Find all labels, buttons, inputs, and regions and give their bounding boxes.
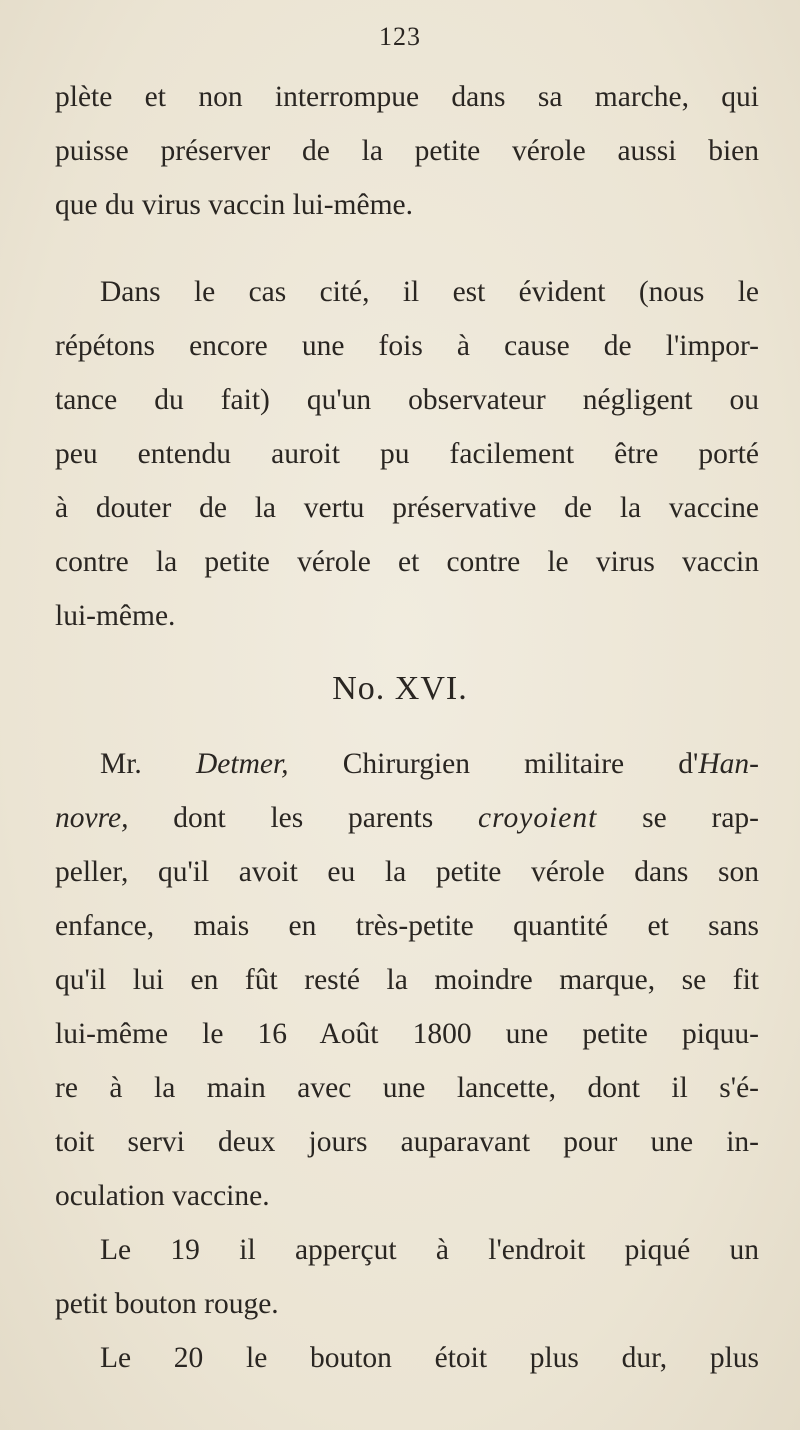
text-line: re à la main avec une lancette, dont il s'é- [55, 1072, 759, 1104]
text-line: oculation vaccine. [55, 1180, 270, 1212]
text-run: se rap- [597, 802, 759, 834]
text-line: puisse préserver de la petite vérole aussi bien [55, 135, 759, 167]
text-line: Le 19 il apperçut à l'endroit piqué un [100, 1234, 759, 1266]
text-line [55, 798, 759, 838]
text-line: lui-même. [55, 600, 176, 632]
text-line: à douter de la vertu préservative de la vaccine [55, 492, 759, 524]
text-line: qu'il lui en fût resté la moindre marque, se fit [55, 964, 759, 996]
text-line: plète et non interrompue dans sa marche, qui [55, 81, 759, 113]
text-line: petit bouton rouge. [55, 1288, 279, 1320]
text-line: répétons encore une fois à cause de l'impor- [55, 330, 759, 362]
text-line: peller, qu'il avoit eu la petite vérole dans son [55, 856, 759, 888]
text-line: Le 20 le bouton étoit plus dur, plus [100, 1342, 759, 1374]
text-line: que du virus vaccin lui-même. [55, 189, 413, 221]
place-name: Han- [698, 748, 759, 780]
text-line: contre la petite vérole et contre le virus vaccin [55, 546, 759, 578]
text-line: peu entendu auroit pu facilement être porté [55, 438, 759, 470]
italic-verb: croyoient [478, 802, 598, 834]
text-line: toit servi deux jours auparavant pour une in- [55, 1126, 759, 1158]
text-run: Mr. [100, 748, 196, 780]
text-line [100, 744, 759, 784]
page-number: 123 [379, 22, 421, 51]
surgeon-name: Detmer, [195, 748, 289, 780]
text-line: enfance, mais en très-petite quantité et sans [55, 910, 759, 942]
text-line: lui-même le 16 Août 1800 une petite piquu- [55, 1018, 759, 1050]
text-run: Chirurgien militaire d' [288, 748, 699, 780]
text-line: Dans le cas cité, il est évident (nous le [100, 276, 759, 308]
section-heading: No. XVI. [332, 670, 468, 707]
text-line: tance du fait) qu'un observateur négligent ou [55, 384, 759, 416]
text-run: dont les parents [128, 802, 479, 834]
place-name: novre, [55, 802, 129, 834]
